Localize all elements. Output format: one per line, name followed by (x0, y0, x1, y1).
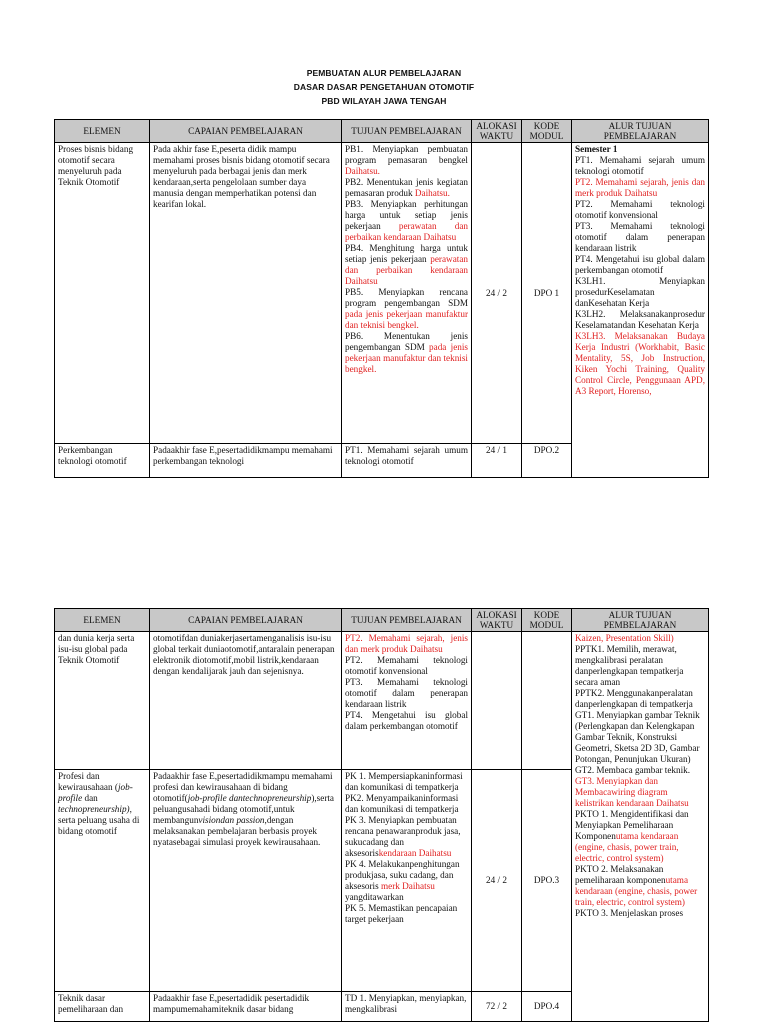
header-alur: ALUR TUJUAN PEMBELAJARAN (572, 120, 709, 143)
atp-item: PT3. Memahami teknologi otomotif dalam penerapan kendaraan listrik (575, 221, 705, 253)
capaian-cell: Padaakhir fase E,pesertadidikmampu memahami perkembangan teknologi (150, 444, 342, 478)
table-header-row (55, 120, 709, 143)
alokasi-cell: 24 / 2 (472, 770, 522, 992)
capaian-cell: Pada akhir fase E,peserta didik mampu memahami proses bisnis bidang otomotif secara menyeluruh pada berbagai jenis dan merk kendaraan,serta pengelolaan sumber daya manusia dengan memperhatikan potensi dan kearifan lokal. (150, 143, 342, 444)
header-tujuan: TUJUAN PEMBELAJARAN (342, 120, 472, 143)
kode-cell: DPO.2 (522, 444, 572, 478)
atp-item: GT2. Membaca gambar teknik. (575, 765, 691, 775)
title-line-3: PBD WILAYAH JAWA TENGAH (321, 96, 447, 106)
atp-item: K3LH2. Melaksanakanprosedur Keselamatandan Kesehatan Kerja (575, 309, 705, 330)
capaian-cell: otomotifdan duniakerjasertamenganalisis isu-isu global terkait duniaotomotif,antaralain penerapan elektronik diotomotif,mobil listrik,kendaraan dengan kendalijarak jauh dan sejenisnya. (150, 632, 342, 770)
learning-path-table-2 (54, 608, 709, 1022)
header-alur: ALUR TUJUAN PEMBELAJARAN (572, 609, 709, 632)
header-kode: KODE MODUL (522, 609, 572, 632)
alokasi-cell: 24 / 1 (472, 444, 522, 478)
alur-cell (572, 632, 709, 1022)
elemen-cell: Teknik dasar pemeliharaan dan (55, 992, 150, 1022)
header-capaian: CAPAIAN PEMBELAJARAN (150, 609, 342, 632)
table-row (55, 632, 709, 770)
tp-item: PT3. Memahami teknologi otomotif dalam penerapan kendaraan listrik (345, 677, 468, 709)
tp-item: PT4. Mengetahui isu global dalam perkembangan otomotif (345, 710, 468, 731)
header-kode: KODE MODUL (522, 120, 572, 143)
kode-cell: DPO.4 (522, 992, 572, 1022)
header-elemen: ELEMEN (55, 120, 150, 143)
atp-item: PKTO 3. Menjelaskan proses (575, 908, 684, 918)
tujuan-cell: TD 1. Menyiapkan, menyiapkan, mengkalibrasi (342, 992, 472, 1022)
elemen-cell: Proses bisnis bidang otomotif secara menyeluruh pada Teknik Otomotif (55, 143, 150, 444)
atp-item: PT4. Mengetahui isu global dalam perkembangan otomotif (575, 254, 705, 275)
atp-item: PPTK2. Menggunakanperalatan danperlengkapan di tempatkerja (575, 688, 693, 709)
document-title (0, 66, 768, 108)
tp-item: PK 4. Melakukanpenghitungan produkjasa, suku cadang, dan aksesoris merk Daihatsu yangditawarkan (345, 859, 460, 902)
header-elemen: ELEMEN (55, 609, 150, 632)
atp-item: GT3. Menyiapkan dan Membacawiring diagram kelistrikan kendaraan Daihatsu (575, 776, 689, 808)
tp-item: PK 1. Mempersiapkaninformasi dan komunikasi di tempatkerja (345, 771, 463, 792)
tp-item: PT2. Memahami sejarah, jenis dan merk produk Daihatsu (345, 633, 468, 654)
tp-item: PB6. Menentukan jenis pengembangan SDM pada jenis pekerjaan manufaktur dan teknisi bengkel. (345, 331, 468, 374)
header-alokasi: ALOKASI WAKTU (472, 609, 522, 632)
alokasi-cell: 72 / 2 (472, 992, 522, 1022)
elemen-cell: Perkembangan teknologi otomotif (55, 444, 150, 478)
learning-path-table-1 (54, 119, 709, 478)
header-tujuan: TUJUAN PEMBELAJARAN (342, 609, 472, 632)
alokasi-cell: 24 / 2 (472, 143, 522, 444)
kode-cell: DPO 1 (522, 143, 572, 444)
atp-item: K3LH3. Melaksanakan Budaya Kerja Industri (Workhabit, Basic Mentality, 5S, Job Instruction, Kiken Yochi Training, Quality Control Circle, Penggunaan APD, A3 Report, Horenso, (575, 331, 705, 396)
header-alokasi: ALOKASI WAKTU (472, 120, 522, 143)
tp-item: PK 5. Memastikan pencapaian target pekerjaan (345, 903, 458, 924)
atp-item: PPTK1. Memilih, merawat, mengkalibrasi peralatan danperlengkapan tempatkerja secara aman (575, 644, 684, 687)
atp-item: K3LH1. Menyiapkan prosedurKeselamatan danKesehatan Kerja (575, 276, 705, 308)
tujuan-cell: PT1. Memahami sejarah umum teknologi otomotif (342, 444, 472, 478)
tp-item: PB4. Menghitung harga untuk setiap jenis pekerjaan perawatan dan perbaikan kendaraan Daihatsu (345, 243, 468, 286)
header-capaian: CAPAIAN PEMBELAJARAN (150, 120, 342, 143)
tujuan-cell (342, 143, 472, 444)
title-line-1: PEMBUATAN ALUR PEMBELAJARAN (306, 68, 462, 78)
tp-item: PT2. Memahami teknologi otomotif konvensional (345, 655, 468, 676)
tp-item: PK 3. Menyiapkan pembuatan rencana penawaranproduk jasa, sukucadang dan aksesoriskendaraan Daihatsu (345, 815, 461, 858)
tp-item: PK2. Menyampaikaninformasi dan komunikasi di tempatkerja (345, 793, 459, 814)
elemen-cell: dan dunia kerja serta isu-isu global pada Teknik Otomotif (55, 632, 150, 770)
elemen-cell: Profesi dan kewirausahaan (job-profile dan technopreneurship), serta peluang usaha di bidang otomotif (55, 770, 150, 992)
atp-item: Kaizen, Presentation Skill) (575, 633, 674, 643)
capaian-cell: Padaakhir fase E,pesertadidik pesertadidik mampumemahamiteknik dasar bidang (150, 992, 342, 1022)
table-header-row (55, 609, 709, 632)
tp-item: PB2. Menentukan jenis kegiatan pemasaran produk Daihatsu. (345, 177, 468, 198)
capaian-cell: Padaakhir fase E,pesertadidikmampu memahami profesi dan kewirausahaan di bidang otomotif(job-profile dantechnopreneurship),serta peluangusahadi bidang otomotif,untuk membangunvisiondan passion,dengan melaksanakan pembelajaran berbasis proyek nyatasebagai simulasi proyek kewirausahaan. (150, 770, 342, 992)
tp-item: PB5. Menyiapkan rencana program pengembangan SDM pada jenis pekerjaan manufaktur dan teknisi bengkel. (345, 287, 468, 330)
tp-item: PB3. Menyiapkan perhitungan harga untuk setiap jenis pekerjaan perawatan dan perbaikan kendaraan Daihatsu (345, 199, 468, 242)
tujuan-cell (342, 770, 472, 992)
alur-cell (572, 143, 709, 478)
atp-item: PT2. Memahami teknologi otomotif konvensional (575, 199, 705, 220)
tp-item: PB1. Menyiapkan pembuatan program pemasaran bengkel Daihatsu. (345, 144, 468, 176)
alokasi-cell (472, 632, 522, 770)
atp-item: PKTO 1. Mengidentifikasi dan Menyiapkan Pemeliharaan Komponenutama kendaraan (engine, chasis, power train, electric, control system) (575, 809, 689, 863)
table-row (55, 143, 709, 444)
atp-item: PT2. Memahami sejarah, jenis dan merk produk Daihatsu (575, 177, 705, 198)
kode-cell (522, 632, 572, 770)
tujuan-cell (342, 632, 472, 770)
semester-label: Semester 1 (575, 144, 618, 154)
title-line-2: DASAR DASAR PENGETAHUAN OTOMOTIF (293, 82, 475, 92)
kode-cell: DPO.3 (522, 770, 572, 992)
atp-item: GT1. Menyiapkan gambar Teknik (Perlengkapan dan Kelengkapan Gambar Teknik, Konstruksi Geometri, Sketsa 2D 3D, Gambar Potongan, Penunjukan Ukuran) (575, 710, 700, 764)
atp-item: PT1. Memahami sejarah umum teknologi otomotif (575, 155, 705, 176)
atp-item: PKTO 2. Melaksanakan pemeliharaan komponenutama kendaraan (engine, chasis, power train, electric, control system) (575, 864, 698, 907)
